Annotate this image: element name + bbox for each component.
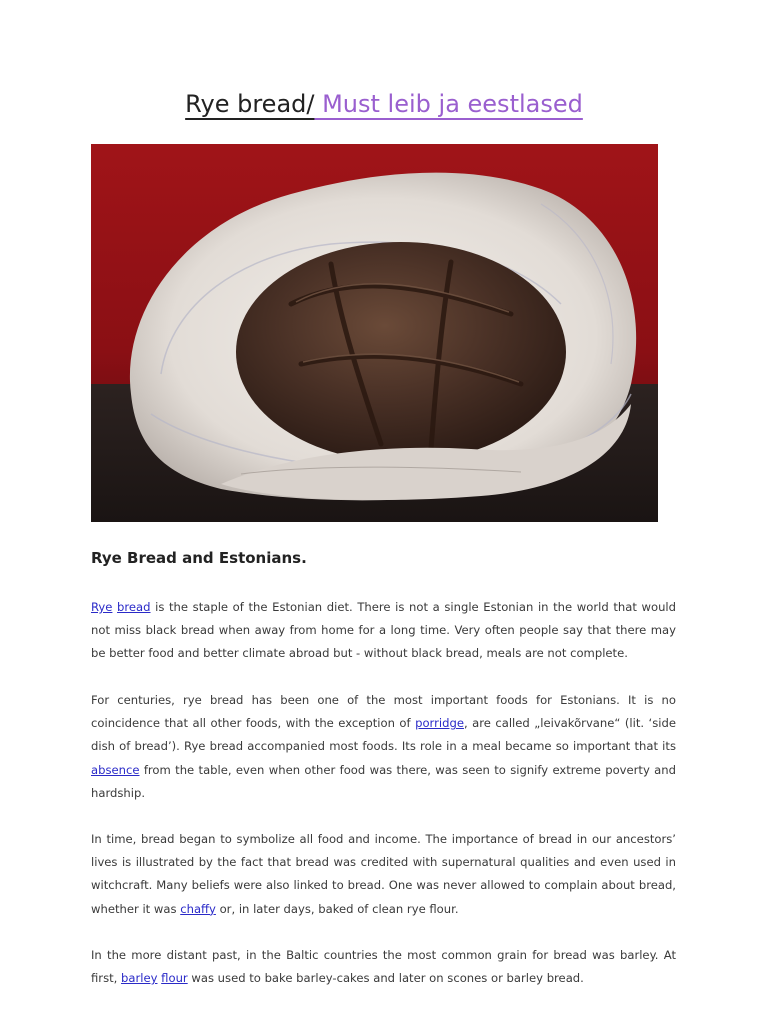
p3-text-1: In time, bread began to symbolize all food and income. The importance of bread in our ancestors’ lives is illustrated by the fact that bread was credited with supernatural qualities and even used in witchcraft. Many beliefs were also linked to bread. One was never allowed to complain about bread, whether it was <box>91 832 676 916</box>
paragraph-4 <box>91 944 676 990</box>
rye-bread-photo <box>91 144 658 522</box>
p4-text-1: In the more distant past, in the Baltic countries the most common grain for bread was barley. At first, <box>91 948 676 986</box>
page-title <box>0 86 768 122</box>
p2-text-3: from the table, even when other food was there, was seen to signify extreme poverty and hardship. <box>91 762 676 800</box>
paragraph-2 <box>91 689 676 805</box>
p2-text-2: , are called „leivakõrvane“ (lit. ‘side dish of bread’). Rye bread accompanied most foods. Its role in a meal became so important that its <box>91 716 676 754</box>
title-main: Rye bread/ <box>185 90 315 118</box>
p3-text-2: or, in later days, baked of clean rye flour. <box>215 901 459 916</box>
link-flour[interactable]: flour <box>161 971 188 986</box>
link-bread[interactable]: bread <box>117 600 151 614</box>
p4-text-2: was used to bake barley-cakes and later on scones or barley bread. <box>187 971 584 986</box>
p2-text-1: For centuries, rye bread has been one of the most important foods for Estonians. It is no coincidence that all other foods, with the exception of <box>91 693 676 731</box>
paragraph-3 <box>91 828 676 921</box>
link-barley[interactable]: barley <box>121 971 158 986</box>
p1-text: is the staple of the Estonian diet. There is not a single Estonian in the world that would not miss black bread when away from home for a long time. Very often people say that there may be better food and better climate abroad but - without black bread, meals are not complete. <box>91 600 676 661</box>
link-chaffy[interactable]: chaffy <box>180 901 216 916</box>
title-link[interactable]: Must leib ja eestlased <box>314 90 583 118</box>
link-rye[interactable]: Rye <box>91 600 113 614</box>
link-porridge[interactable]: porridge <box>415 716 464 731</box>
section-heading: Rye Bread and Estonians. <box>91 549 307 567</box>
paragraph-1 <box>91 596 676 666</box>
link-absence[interactable]: absence <box>91 762 140 777</box>
